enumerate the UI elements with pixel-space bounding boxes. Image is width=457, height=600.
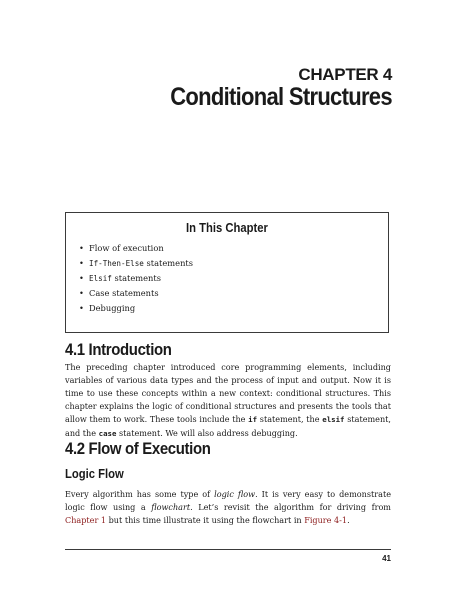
paragraph-text: statement, the (257, 413, 323, 424)
emphasis-text: flowchart (151, 501, 191, 512)
subsection-heading-logic-flow: Logic Flow (65, 467, 124, 481)
topic-text: Flow of execution (89, 243, 164, 253)
section-heading-introduction: 4.1 Introduction (65, 340, 172, 359)
paragraph-text: statement, and the (65, 413, 391, 438)
topic-text: statements (143, 258, 194, 268)
emphasis-text: logic flow (214, 489, 256, 499)
chapter-1-link[interactable]: Chapter 1 (65, 514, 107, 525)
paragraph-text: . Let’s revisit the algorithm for driving from (190, 501, 391, 512)
topic-text: Debugging (89, 303, 136, 313)
logic-flow-paragraph (65, 488, 391, 527)
list-item (79, 241, 388, 256)
inline-code: case (98, 428, 117, 438)
chapter-title: Conditional Structures (170, 83, 392, 111)
topic-text: statements (111, 273, 161, 283)
chapter-label: CHAPTER 4 (298, 65, 392, 84)
list-item (79, 286, 388, 301)
paragraph-text: The preceding chapter introduced core programming elements, including variables of various data types and the process of input and output. Now it is time to use these concepts within a new context: conditional structures. This chapter explains the logic of conditional structures and presents the tools that allow them to work. These tools include the (65, 362, 391, 424)
paragraph-text: . It is very easy to demonstrate logic flow using a (65, 489, 391, 512)
chapter-topics-list (66, 241, 388, 316)
figure-4-1-link[interactable]: Figure 4-1 (304, 514, 348, 525)
footer-divider (65, 549, 391, 550)
paragraph-text: statement. We will also address debugging. (116, 427, 298, 438)
inline-code: elsif (322, 414, 345, 424)
section-heading-flow-of-execution: 4.2 Flow of Execution (65, 439, 211, 458)
list-item (79, 301, 388, 316)
topic-text: Case statements (89, 288, 159, 298)
introduction-paragraph (65, 361, 391, 440)
paragraph-text: . (347, 514, 350, 525)
list-item (79, 271, 388, 286)
topic-code: If-Then-Else (89, 259, 144, 268)
in-this-chapter-box (65, 212, 389, 333)
inline-code: if (248, 414, 258, 424)
list-item (79, 256, 388, 271)
paragraph-text: but this time illustrate it using the flowchart in (106, 514, 305, 525)
paragraph-text: Every algorithm has some type of (65, 489, 215, 499)
topic-code: Elsif (89, 274, 112, 283)
in-this-chapter-heading: In This Chapter (186, 221, 268, 235)
page-number: 41 (382, 554, 391, 563)
